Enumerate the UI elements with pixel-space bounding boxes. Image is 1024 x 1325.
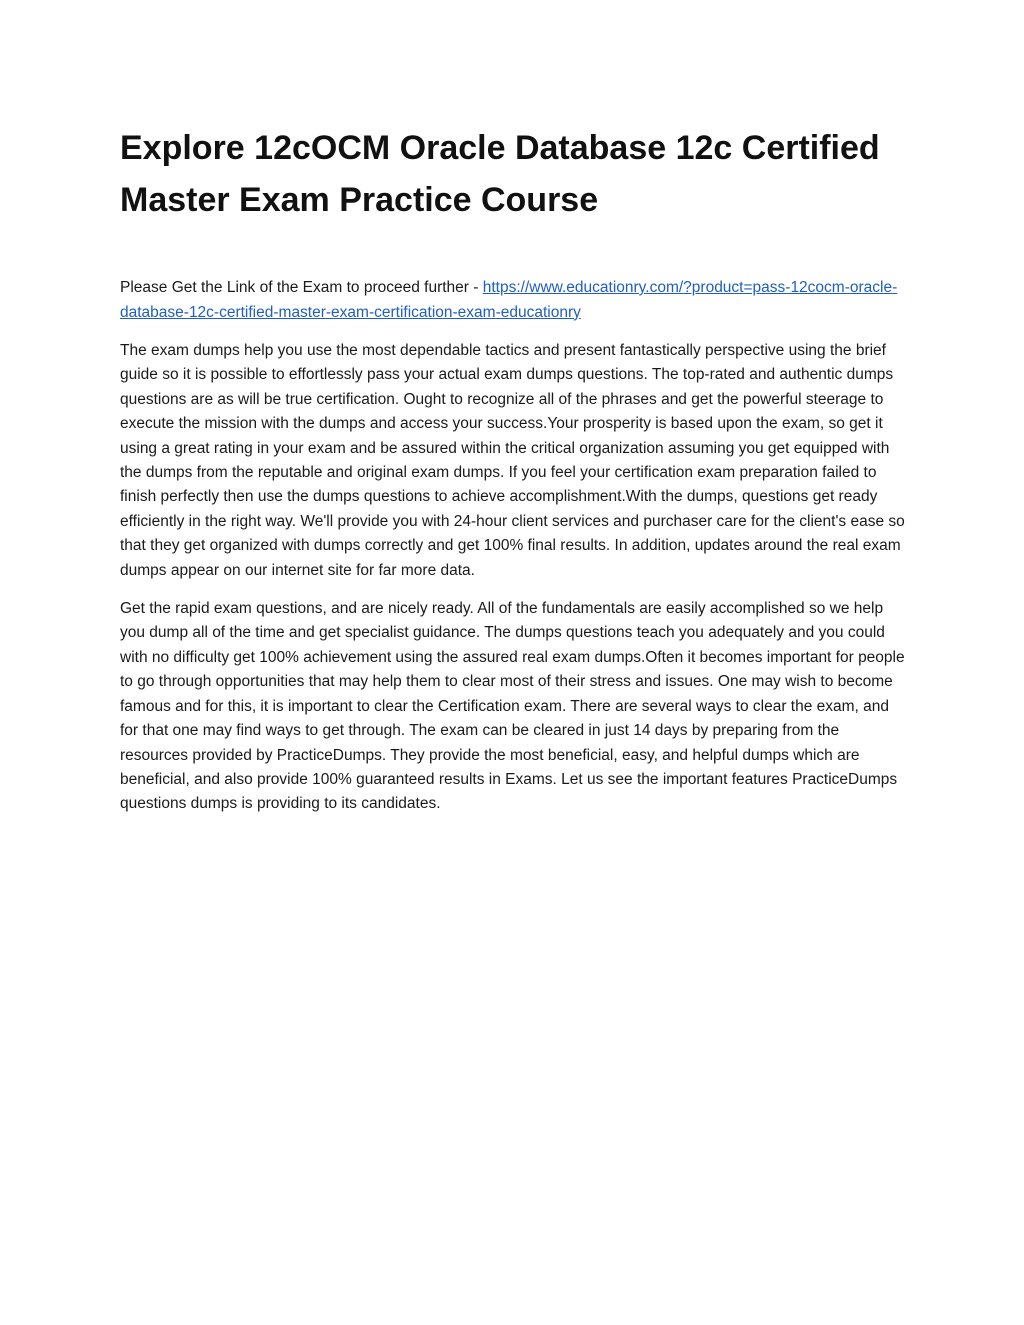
- body-paragraph-2: Get the rapid exam questions, and are nicely ready. All of the fundamentals are easily accomplished so we help you dump all of the time and get specialist guidance. The dumps questions teach you adequately and you could with no difficulty get 100% achievement using the assured real exam dumps.Often it becomes important for people to go through opportunities that may help them to clear most of their stress and issues. One may wish to become famous and for this, it is important to clear the Certification exam. There are several ways to clear the exam, and for that one may find ways to get through. The exam can be cleared in just 14 days by preparing from the resources provided by PracticeDumps. They provide the most beneficial, easy, and helpful dumps which are beneficial, and also provide 100% guaranteed results in Exams. Let us see the important features PracticeDumps questions dumps is providing to its candidates.: [120, 600, 905, 813]
- exam-link[interactable]: https://www.educationry.com/?product=pass-12cocm-oracle-database-12c-certified-master-exam-certification-exam-educationry: [120, 279, 898, 321]
- document-page: [120, 122, 910, 831]
- intro-text: Please Get the Link of the Exam to proceed further -: [120, 279, 483, 296]
- document-title: Explore 12cOCM Oracle Database 12c Certified Master Exam Practice Course: [120, 129, 880, 219]
- body-paragraph-1: The exam dumps help you use the most dependable tactics and present fantastically perspective using the brief guide so it is possible to effortlessly pass your actual exam dumps questions. The top-rated and authentic dumps questions are as will be true certification. Ought to recognize all of the phrases and get the powerful steerage to execute the mission with the dumps and access your success.Your prosperity is based upon the exam, so get it using a great rating in your exam and be assured within the critical organization assuming you get equipped with the dumps from the reputable and original exam dumps. If you feel your certification exam preparation failed to finish perfectly then use the dumps questions to achieve accomplishment.With the dumps, questions get ready efficiently in the right way. We'll provide you with 24-hour client services and purchaser care for the client's ease so that they get organized with dumps correctly and get 100% final results. In addition, updates around the real exam dumps appear on our internet site for far more data.: [120, 342, 905, 579]
- intro-paragraph: [120, 276, 910, 325]
